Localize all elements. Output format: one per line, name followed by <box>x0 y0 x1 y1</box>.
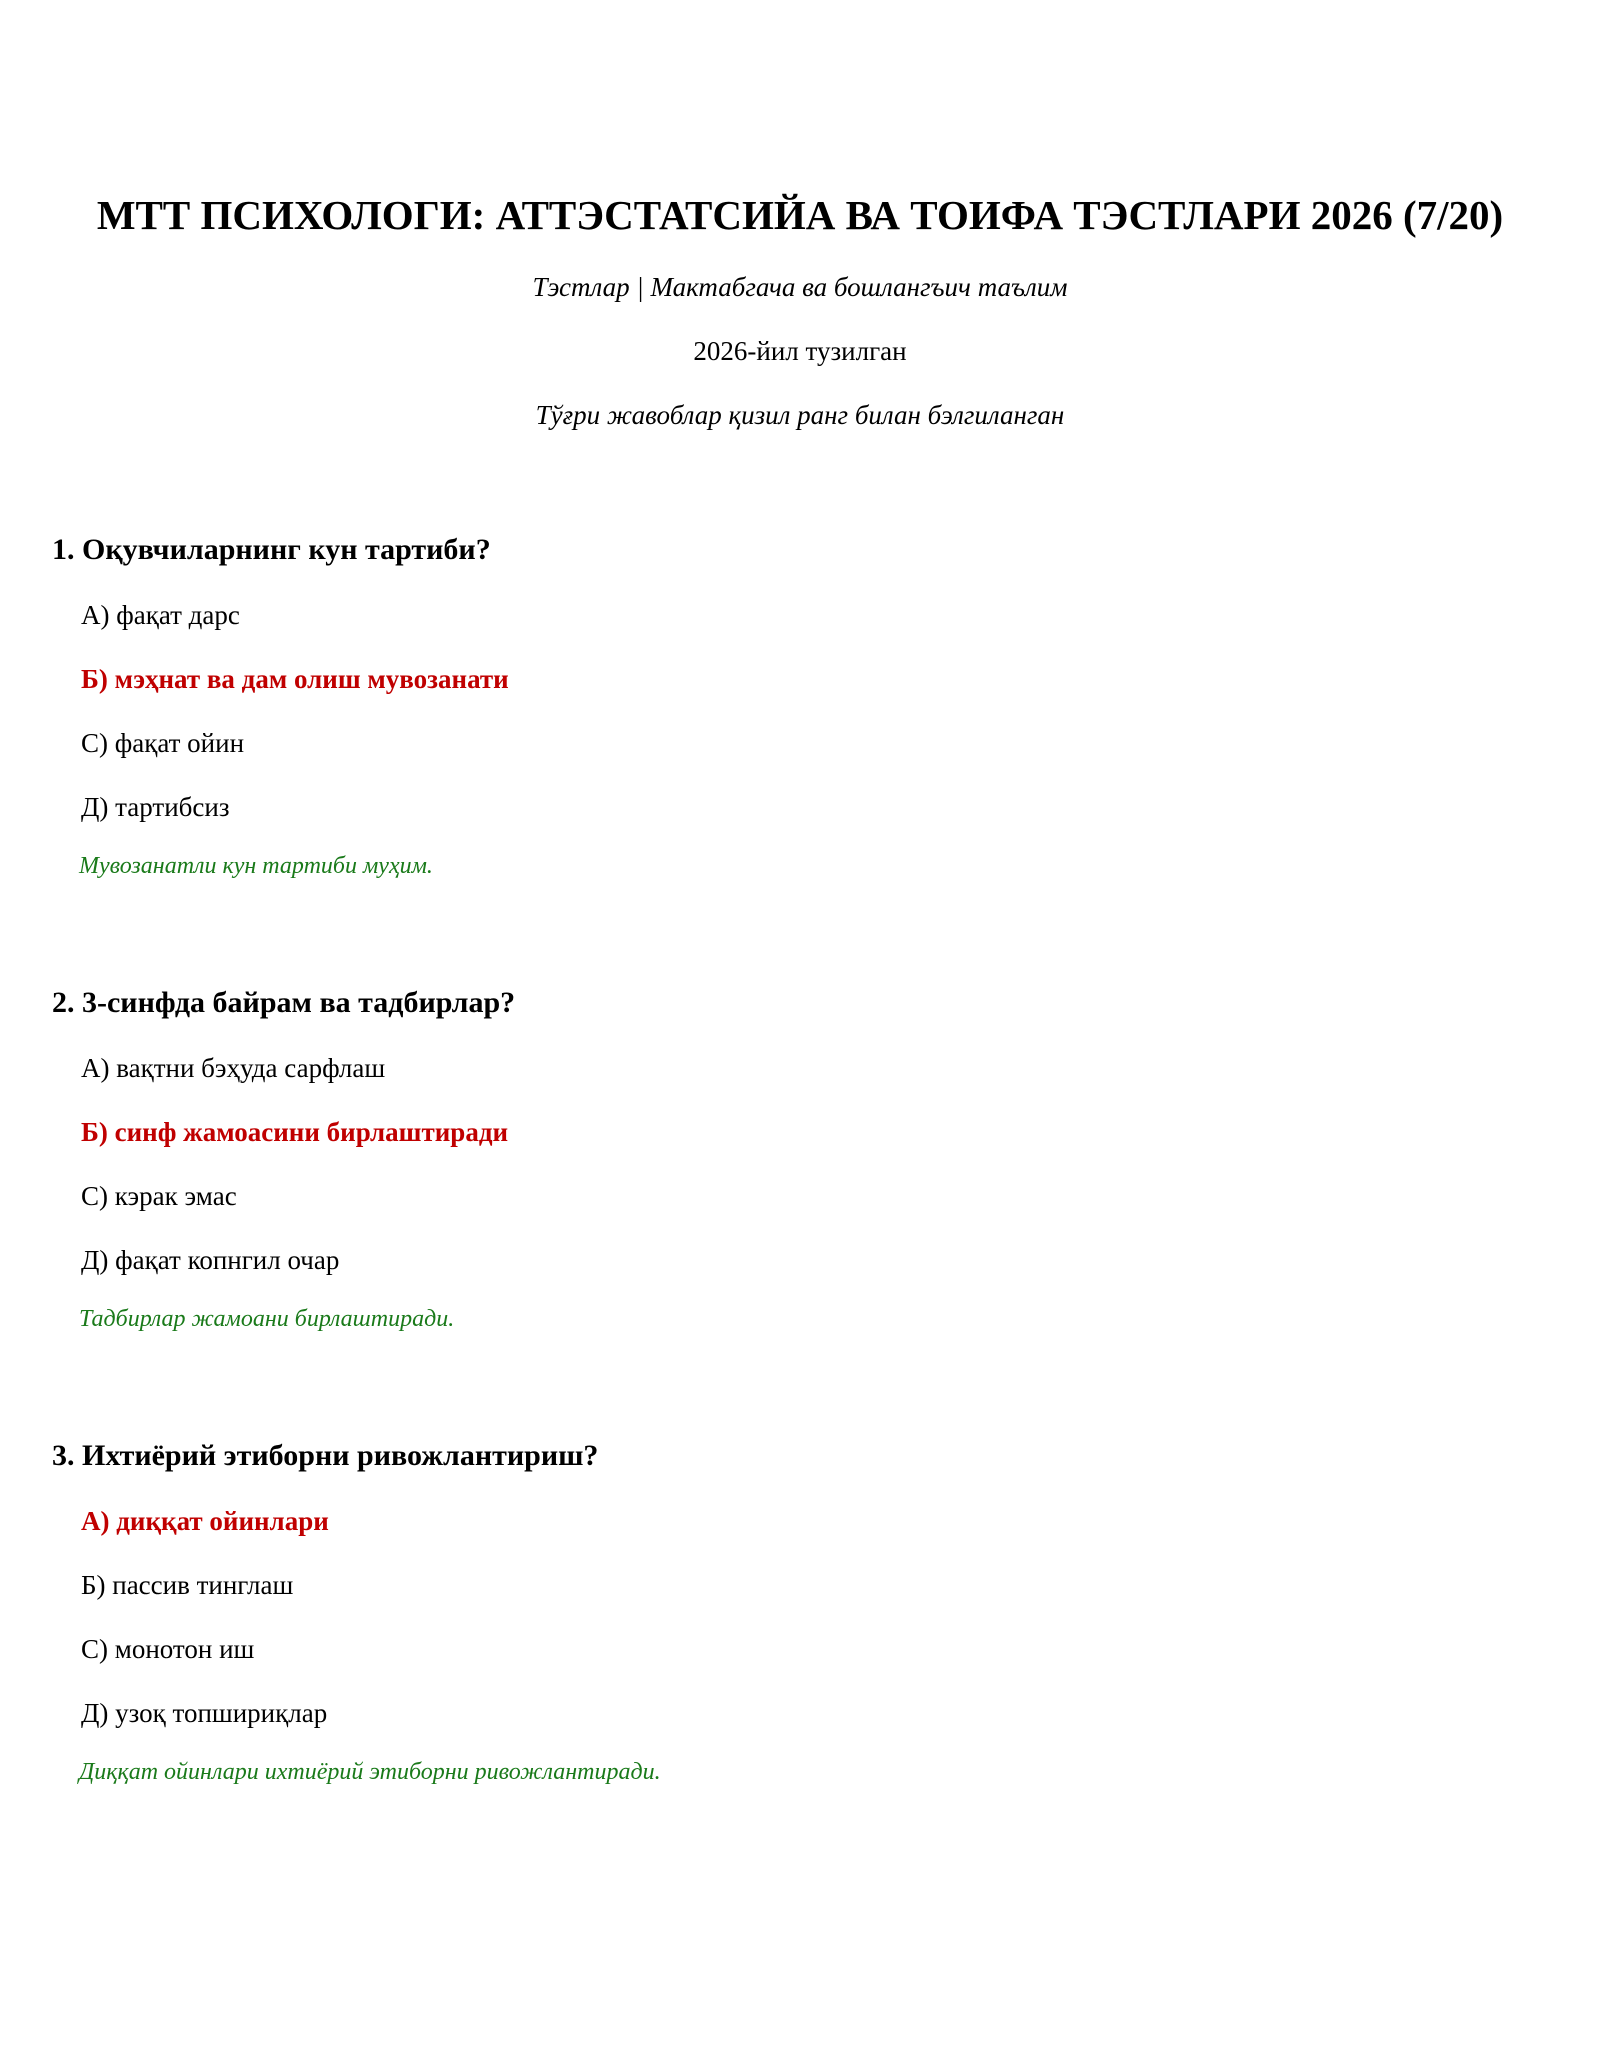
question-text: 1. Оқувчиларнинг кун тартиби? <box>52 533 491 566</box>
answer-explanation: Мувозанатли кун тартиби муҳим. <box>79 853 433 879</box>
answer-option-c: С) монотон иш <box>81 1634 255 1664</box>
answer-option-d: Д) фақат копнгил очар <box>81 1245 340 1275</box>
answer-option-c: С) кэрак эмас <box>81 1181 237 1211</box>
answer-option-a: А) вақтни бэҳуда сарфлаш <box>81 1053 386 1083</box>
answer-option-b: Б) пассив тинглаш <box>81 1570 294 1600</box>
question-2 <box>52 983 1552 1336</box>
answer-option-b-correct: Б) мэҳнат ва дам олиш мувозанати <box>81 664 509 694</box>
question-text: 2. 3-синфда байрам ва тадбирлар? <box>52 986 516 1019</box>
answer-explanation: Тадбирлар жамоани бирлаштиради. <box>79 1306 455 1332</box>
question-1 <box>52 530 1552 883</box>
answer-option-a: А) фақат дарс <box>81 600 240 630</box>
question-3 <box>52 1436 1552 1789</box>
page-subtitle: Тэстлар | Мактабгача ва бошлангъич таълим <box>532 272 1068 302</box>
answer-key-note: Тўғри жавоблар қизил ранг билан бэлгиланган <box>535 400 1065 430</box>
year-note: 2026-йил тузилган <box>693 336 907 366</box>
answer-option-a-correct: А) диққат ойинлари <box>81 1506 329 1536</box>
answer-option-d: Д) тартибсиз <box>81 792 230 822</box>
answer-explanation: Диққат ойинлари ихтиёрий этиборни ривожлантиради. <box>79 1759 661 1785</box>
answer-option-c: С) фақат ойин <box>81 728 245 758</box>
question-text: 3. Ихтиёрий этиборни ривожлантириш? <box>52 1439 599 1472</box>
answer-option-b-correct: Б) синф жамоасини бирлаштиради <box>81 1117 509 1147</box>
page-title: МТТ ПСИХОЛОГИ: АТТЭСТАТСИЙА ВА ТОИФА ТЭСТЛАРИ 2026 (7/20) <box>96 192 1504 238</box>
answer-option-d: Д) узоқ топшириқлар <box>81 1698 328 1728</box>
